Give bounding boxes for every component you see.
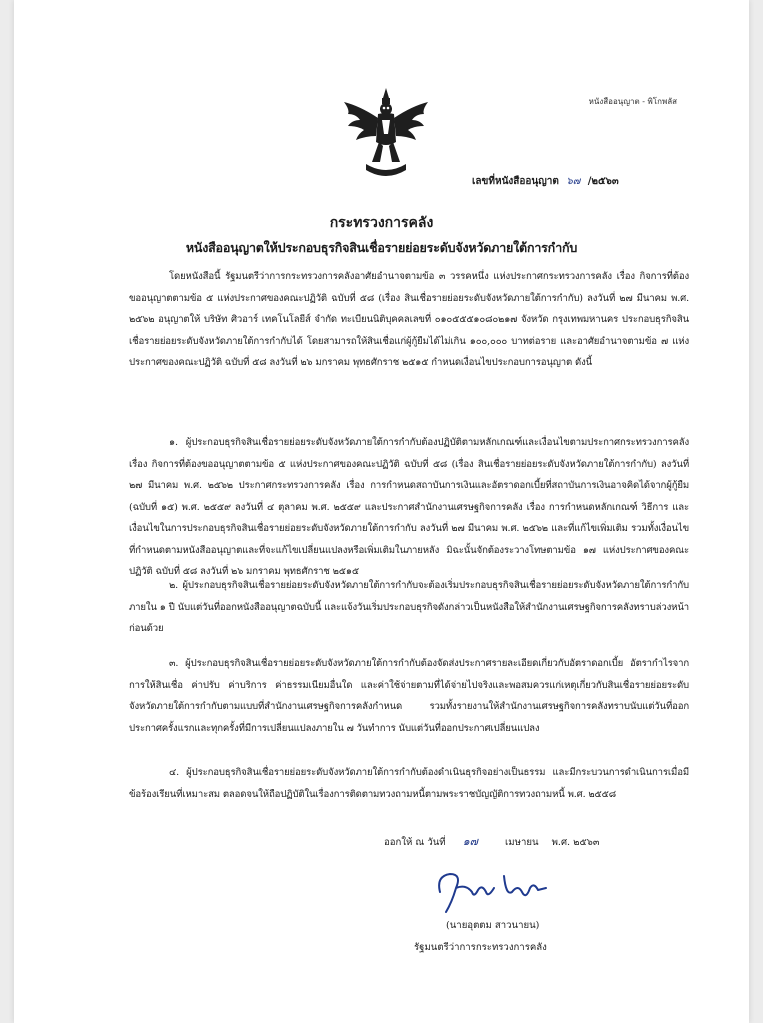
condition-2-paragraph: ๒. ผู้ประกอบธุรกิจสินเชื่อรายย่อยระดับจังหวัดภายใต้การกำกับจะต้องเริ่มประกอบธุรกิจสินเชื่อรายย่อยระดับจังหวัดภายใต้การกำกับ ภายใน ๑ ปี นับแต่วันที่ออกหนังสืออนุญาตฉบับนี้ และแจ้งวันเริ่มประกอบธุรกิจดังกล่าวเป็นหนังสือให้สำนักงานเศรษฐกิจการคลังทราบล่วงหน้าก่อนด้วย	[129, 580, 689, 634]
license-number-year: /๒๕๖๓	[587, 176, 619, 187]
issue-date	[384, 832, 599, 850]
condition-1-paragraph: ๑. ผู้ประกอบธุรกิจสินเชื่อรายย่อยระดับจังหวัดภายใต้การกำกับต้องปฏิบัติตามหลักเกณฑ์และเงื่อนไขตามประกาศกระทรวงการคลัง เรื่อง กิจการที่ต้องขออนุญาตตามข้อ ๕ แห่งประกาศของคณะปฏิวัติ ฉบับที่ ๕๘ (เรื่อง สินเชื่อรายย่อยระดับจังหวัดภายใต้การกำกับ) ลงวันที่ ๒๗ มีนาคม พ.ศ. ๒๕๖๒ ประกาศกระทรวงการคลัง เรื่อง การกำหนดสถาบันการเงินและอัตราดอกเบี้ยที่สถาบันการเงินอาจคิดได้จากผู้กู้ยืม (ฉบับที่ ๑๕) พ.ศ. ๒๕๕๙ ลงวันที่ ๔ ตุลาคม พ.ศ. ๒๕๕๙ และประกาศสำนักงานเศรษฐกิจการคลัง เรื่อง การกำหนดหลักเกณฑ์ วิธีการ และเงื่อนไขในการประกอบธุรกิจสินเชื่อรายย่อยระดับจังหวัดภายใต้การกำกับ ลงวันที่ ๒๗ มีนาคม พ.ศ. ๒๕๖๒ และที่แก้ไขเพิ่มเติม รวมทั้งเงื่อนไขที่กำหนดตามหนังสืออนุญาตและที่จะแก้ไขเปลี่ยนแปลงหรือเพิ่มเติมในภายหลัง มิฉะนั้นจักต้องระวางโทษตามข้อ ๑๗ แห่งประกาศของคณะปฏิวัติ ฉบับที่ ๕๘ ลงวันที่ ๒๖ มกราคม พุทธศักราช ๒๕๑๕	[129, 437, 689, 577]
ministry-heading: กระทรวงการคลัง	[329, 215, 434, 231]
issue-year: พ.ศ. ๒๕๖๓	[551, 837, 600, 848]
license-number-value: ๖๗	[566, 176, 581, 187]
handwritten-signature	[426, 862, 566, 917]
signer-name: (นายอุตตม สาวนายน)	[446, 920, 540, 931]
issue-day: ๑๗	[462, 835, 478, 848]
license-number-label: เลขที่หนังสืออนุญาต	[472, 176, 559, 187]
document-title: หนังสืออนุญาตให้ประกอบธุรกิจสินเชื่อรายย่อยระดับจังหวัดภายใต้การกำกับ	[185, 240, 578, 255]
document-type-label: หนังสืออนุญาต - พิโกพลัส	[588, 97, 677, 106]
garuda-emblem	[336, 84, 436, 184]
document-page	[14, 0, 749, 1023]
intro-paragraph: โดยหนังสือนี้ รัฐมนตรีว่าการกระทรวงการคลังอาศัยอำนาจตามข้อ ๓ วรรคหนึ่ง แห่งประกาศกระทรวงการคลัง เรื่อง กิจการที่ต้องขออนุญาตตามข้อ ๕ แห่งประกาศของคณะปฏิวัติ ฉบับที่ ๕๘ (เรื่อง สินเชื่อรายย่อยระดับจังหวัดภายใต้การกำกับ) ลงวันที่ ๒๗ มีนาคม พ.ศ. ๒๕๖๒ อนุญาตให้ บริษัท ศิวอาร์ เทคโนโลยีส์ จำกัด ทะเบียนนิติบุคคลเลขที่ ๐๑๐๕๕๕๑๐๘๐๒๑๗ จังหวัด กรุงเทพมหานคร ประกอบธุรกิจสินเชื่อรายย่อยระดับจังหวัดภายใต้การกำกับได้ โดยสามารถให้สินเชื่อแก่ผู้กู้ยืมได้ไม่เกิน ๑๐๐,๐๐๐ บาทต่อราย และอาศัยอำนาจตามข้อ ๗ แห่งประกาศของคณะปฏิวัติ ฉบับที่ ๕๘ ลงวันที่ ๒๖ มกราคม พุทธศักราช ๒๕๑๕ กำหนดเงื่อนไขประกอบการอนุญาต ดังนี้	[129, 271, 689, 368]
issue-date-prefix: ออกให้ ณ วันที่	[384, 837, 446, 848]
condition-4-paragraph: ๔. ผู้ประกอบธุรกิจสินเชื่อรายย่อยระดับจังหวัดภายใต้การกำกับต้องดำเนินธุรกิจอย่างเป็นธรรม และมีกระบวนการดำเนินการเมื่อมีข้อร้องเรียนที่เหมาะสม ตลอดจนให้ถือปฏิบัติในเรื่องการติดตามทวงถามหนี้ตามพระราชบัญญัติการทวงถามหนี้ พ.ศ. ๒๕๕๘	[129, 767, 689, 800]
license-number	[472, 174, 619, 189]
issue-month: เมษายน	[505, 837, 539, 848]
signer-position: รัฐมนตรีว่าการกระทรวงการคลัง	[414, 942, 547, 953]
condition-3-paragraph: ๓. ผู้ประกอบธุรกิจสินเชื่อรายย่อยระดับจังหวัดภายใต้การกำกับต้องจัดส่งประกาศรายละเอียดเกี่ยวกับอัตราดอกเบี้ย อัตรากำไรจากการให้สินเชื่อ ค่าปรับ ค่าบริการ ค่าธรรมเนียมอื่นใด และค่าใช้จ่ายตามที่ได้จ่ายไปจริงและพอสมควรแก่เหตุเกี่ยวกับสินเชื่อรายย่อยระดับจังหวัดภายใต้การกำกับตามแบบที่สำนักงานเศรษฐกิจการคลังกำหนด รวมทั้งรายงานให้สำนักงานเศรษฐกิจการคลังทราบนับแต่วันที่ออกประกาศครั้งแรกและทุกครั้งที่มีการเปลี่ยนแปลงภายใน ๗ วันทำการ นับแต่วันที่ออกประกาศเปลี่ยนแปลง	[129, 658, 689, 734]
